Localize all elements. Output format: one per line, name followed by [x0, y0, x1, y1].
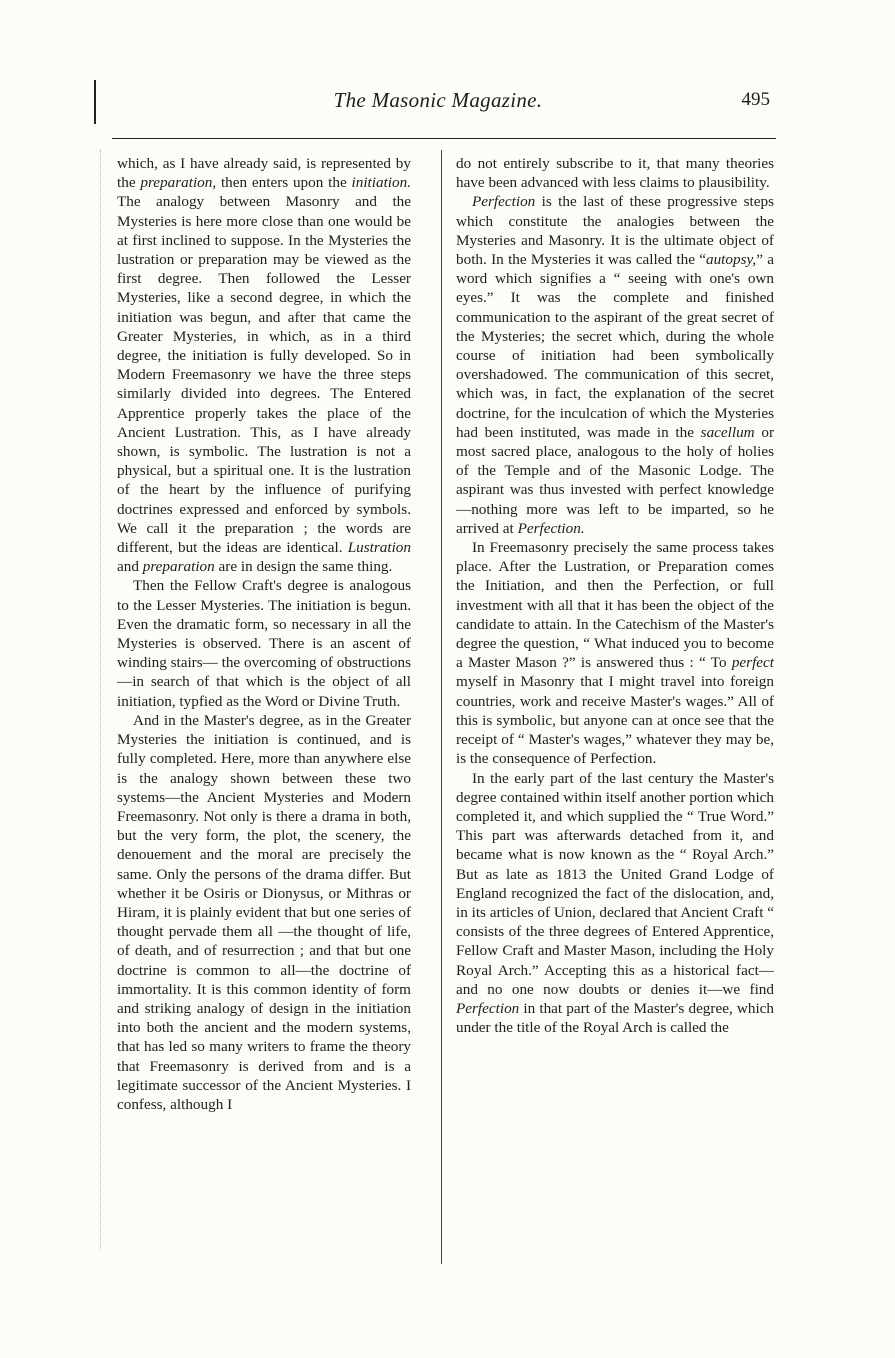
header-rule — [112, 138, 776, 139]
paragraph: In Freemasonry precisely the same process takes place. After the Lustration, or Preparation comes the Initiation, and then the Perfection, or full investment with all that it has been the object of the candidate to attain. In the Catechism of the Master's degree the question, “ What induced you to become a Master Mason ?” is answered thus : “ To perfect myself in Masonry that I might travel into foreign countries, work and receive Master's wages.” All of this is symbolic, but anyone can at once see that the receipt of “ Master's wages,” whatever they may be, is the consequence of Perfection. — [456, 539, 774, 768]
page-number: 495 — [741, 89, 770, 110]
page-header — [100, 88, 776, 118]
paragraph: Perfection is the last of these progressive steps which constitute the analogies between the Mysteries and Masonry. It is the ultimate object of both. In the Mysteries it was called the “autopsy,” a word which signifies a “ seeing with one's own eyes.” It was the complete and finished communication to the aspirant of the great secret of the Mysteries; the secret which, during the whole course of initiation had been symbolically overshadowed. The communication of this secret, which was, in fact, the explanation of the secret doctrine, for the inculcation of which the Mysteries had been instituted, was made in the sacellum or most sacred place, analogous to the holy of holies of the Temple and of the Masonic Lodge. The aspirant was thus invested with perfect knowledge—nothing more was left to be imparted, so he arrived at Perfection. — [456, 193, 774, 537]
binding-edge — [100, 150, 102, 1250]
column-divider — [441, 150, 442, 1264]
paragraph: Then the Fellow Craft's degree is analogous to the Lesser Mysteries. The initiation is begun. Even the dramatic form, so necessary in all the Mysteries is observed. There is an ascent of winding stairs— the overcoming of obstructions—in search of that which is the object of all initiation, typfied as the Word or Divine Truth. — [117, 577, 412, 710]
paragraph: And in the Master's degree, as in the Greater Mysteries the initiation is continued, and is fully completed. Here, more than anywhere else is the analogy shown between these two systems—the Ancient Mysteries and Modern Freemasonry. Not only is there a drama in both, but the very form, the plot, the scenery, the denouement and the moral are precisely the same. Only the persons of the drama differ. But whether it be Osiris or Dionysus, or Mithras or Hiram, it is plainly evident that but one series of thought pervade them all —the thought of life, of death, and of resurrection ; and that but one doctrine is common to all—the doctrine of immortality. It is this common identity of form and striking analogy of design in the initiation into both the ancient and the modern systems, that has led so many writers to frame the theory that Freemasonry is derived from and is a legitimate successor of the Ancient Mysteries. I confess, although I — [117, 711, 411, 1113]
paragraph: do not entirely subscribe to it, that many theories have been advanced with less claims to plausibility. — [456, 155, 774, 192]
right-column — [456, 154, 774, 1037]
running-title: The Masonic Magazine. — [333, 88, 543, 112]
paragraph: which, as I have already said, is represented by the preparation, then enters upon the initiation. The analogy between Masonry and the Mysteries is here more close than one would be at first inclined to suppose. In the Mysteries the lustration or preparation may be viewed as the first degree. Then followed the Lesser Mysteries, like a second degree, in which the initiation was begun, and after that came the Greater Mysteries, in which, as in a third degree, the initiation is fully developed. So in Modern Freemasonry we have the three steps similarly divided into degrees. The Entered Apprentice properly takes the place of the Ancient Lustration. This, as I have already shown, is symbolic. The lustration is not a physical, but a spiritual one. It is the lustration of the heart by the influence of purifying doctrines expressed and enforced by symbols. We call it the preparation ; the words are different, but the ideas are identical. Lustration and preparation are in design the same thing. — [117, 155, 411, 576]
binding-mark — [94, 80, 96, 124]
left-column — [117, 154, 411, 1114]
paragraph: In the early part of the last century the Master's degree contained within itself another portion which completed it, and which supplied the “ True Word.” This part was afterwards detached from it, and became what is now known as the “ Royal Arch.” But as late as 1813 the United Grand Lodge of England recognized the fact of the dislocation, and, in its articles of Union, declared that Ancient Craft “ consists of the three degrees of Entered Apprentice, Fellow Craft and Master Mason, including the Holy Royal Arch.” Accepting this as a historical fact—and no one now doubts or denies it—we find Perfection in that part of the Master's degree, which under the title of the Royal Arch is called the — [456, 769, 774, 1037]
